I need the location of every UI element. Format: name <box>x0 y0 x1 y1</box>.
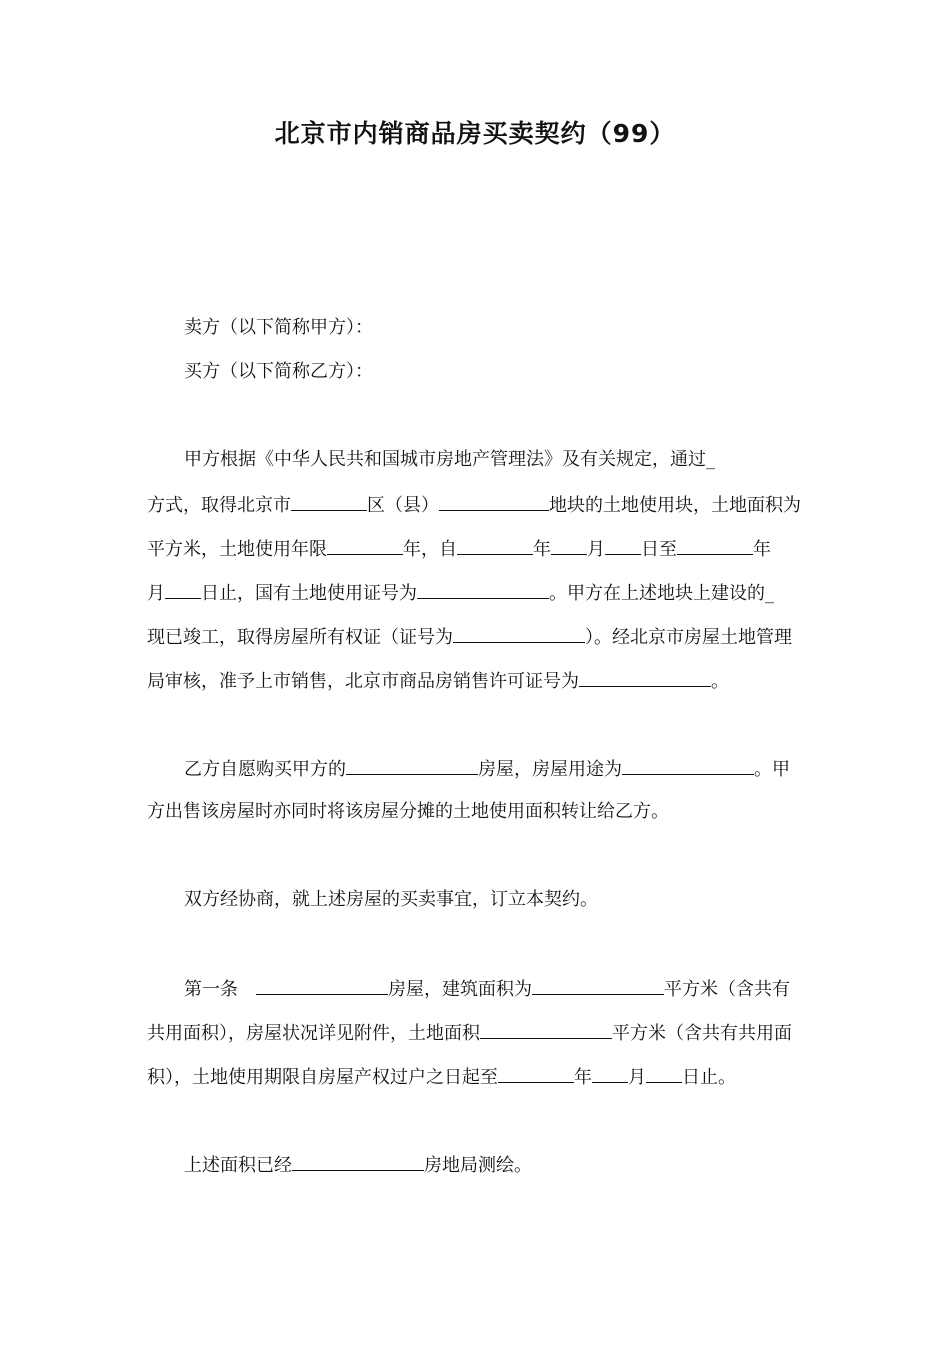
article1-line3 <box>147 1064 817 1090</box>
document-title: 北京市内销商品房买卖契约（99） <box>274 119 676 148</box>
text: 现已竣工，取得房屋所有权证（证号为 <box>147 627 453 648</box>
end-year-blank <box>677 536 753 555</box>
text: 上述面积已经 <box>184 1155 292 1176</box>
text: 。 <box>711 671 729 692</box>
text: 平方米（含共有 <box>664 979 790 1000</box>
text: 甲方根据《中华人民共和国城市房地产管理法》及有关规定，通过_ <box>184 449 715 470</box>
text: 平方米（含共有共用面 <box>612 1023 792 1044</box>
seller-line: 卖方（以下简称甲方）： <box>184 317 373 338</box>
article1-line1 <box>184 976 814 1002</box>
text: 地块的土地使用块，土地面积为 <box>549 495 801 516</box>
text: 房屋，建筑面积为 <box>388 979 532 1000</box>
term-year-blank <box>498 1064 574 1083</box>
ownership-cert-blank <box>453 624 585 643</box>
para1-line5 <box>147 624 817 650</box>
text: 月 <box>587 539 605 560</box>
para1-line3 <box>147 536 817 562</box>
land-area-blank <box>480 1020 612 1039</box>
text: 日至 <box>641 539 677 560</box>
text: 年 <box>533 539 551 560</box>
article-label: 第一条 <box>184 979 238 1000</box>
text: 乙方自愿购买甲方的 <box>184 759 346 780</box>
floor-area-blank <box>532 976 664 995</box>
start-year-blank <box>457 536 533 555</box>
survey-bureau-blank <box>292 1152 424 1171</box>
property-blank <box>346 756 478 775</box>
text: 共用面积），房屋状况详见附件，土地面积 <box>147 1023 480 1044</box>
text: 平方米，土地使用年限 <box>147 539 327 560</box>
district-blank <box>291 492 367 511</box>
term-month-blank <box>592 1064 628 1083</box>
house-blank <box>256 976 388 995</box>
text: 日止。 <box>682 1067 736 1088</box>
text: 区（县） <box>367 495 439 516</box>
years-blank <box>327 536 403 555</box>
text: 日止，国有土地使用证号为 <box>201 583 417 604</box>
para1-line2 <box>147 492 817 518</box>
article1-line2 <box>147 1020 817 1046</box>
sales-permit-blank <box>579 668 711 687</box>
text: 年 <box>753 539 771 560</box>
land-cert-blank <box>417 580 549 599</box>
buyer-line: 买方（以下简称乙方）： <box>184 361 373 382</box>
text: 年 <box>574 1067 592 1088</box>
text: 房地局测绘。 <box>424 1155 532 1176</box>
text: 局审核，准予上市销售，北京市商品房销售许可证号为 <box>147 671 579 692</box>
term-day-blank <box>646 1064 682 1083</box>
text: 年，自 <box>403 539 457 560</box>
plot-blank <box>439 492 549 511</box>
para1-line1 <box>184 448 814 472</box>
text: ）。经北京市房屋土地管理 <box>585 627 792 648</box>
usage-blank <box>622 756 754 775</box>
end-month-blank <box>165 580 201 599</box>
text: 。甲 <box>754 759 790 780</box>
start-month-blank <box>551 536 587 555</box>
text: 月 <box>147 583 165 604</box>
para2-line2: 方出售该房屋时亦同时将该房屋分摊的土地使用面积转让给乙方。 <box>147 801 669 822</box>
text: 房屋，房屋用途为 <box>478 759 622 780</box>
text: 积），土地使用期限自房屋产权过户之日起至 <box>147 1067 498 1088</box>
para4-line <box>184 1152 814 1178</box>
para1-line6 <box>147 668 817 694</box>
text: 方式，取得北京市 <box>147 495 291 516</box>
start-day-blank <box>605 536 641 555</box>
para1-line4 <box>147 580 817 606</box>
para2-line1 <box>184 756 814 782</box>
text: 月 <box>628 1067 646 1088</box>
text: 。甲方在上述地块上建设的_ <box>549 583 774 604</box>
para3-line: 双方经协商，就上述房屋的买卖事宜，订立本契约。 <box>184 889 598 910</box>
